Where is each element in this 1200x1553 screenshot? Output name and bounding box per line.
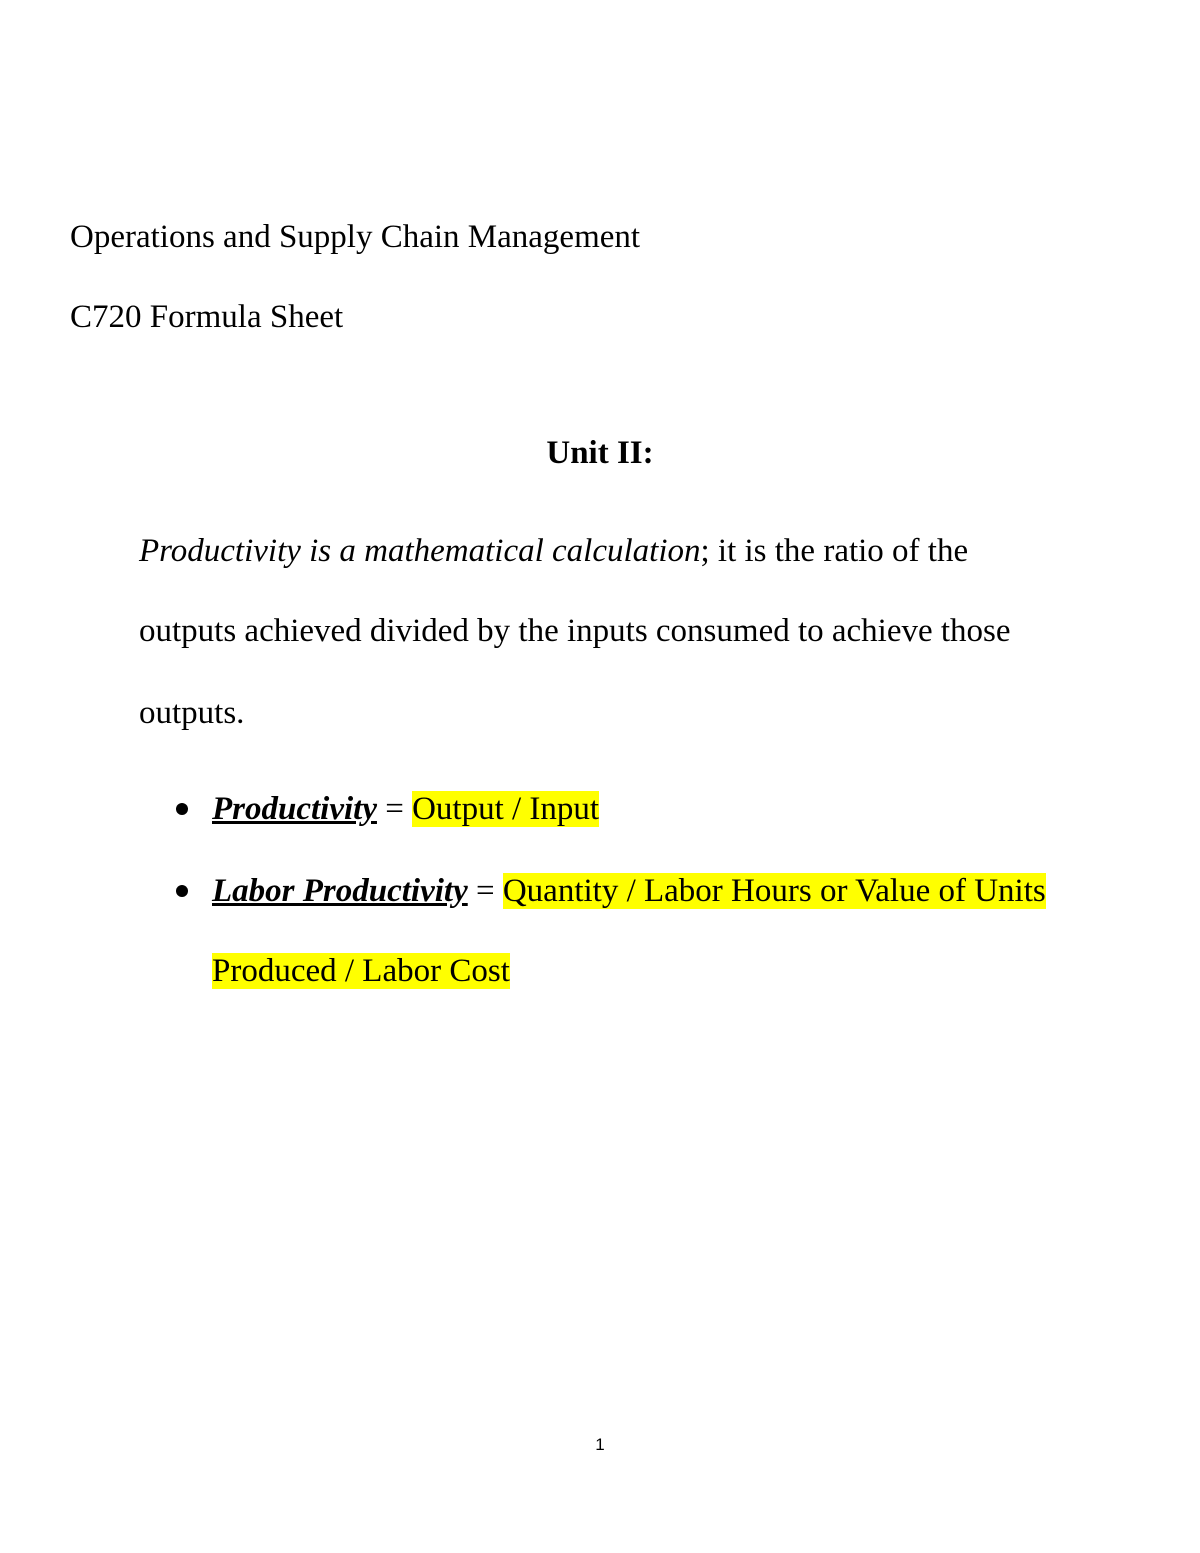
- formula-term: Productivity: [212, 791, 377, 827]
- definition-line-1: [139, 531, 968, 571]
- page-number: 1: [595, 1435, 605, 1454]
- formula-expression-continued: Produced / Labor Cost: [212, 953, 510, 989]
- definition-italic-term: Productivity is a mathematical calculation: [139, 533, 701, 569]
- bullet-icon: [176, 885, 188, 897]
- formula-expression: Output / Input: [412, 791, 600, 827]
- unit-heading: Unit II:: [546, 435, 654, 471]
- formula-labor-productivity-continued: [212, 951, 510, 991]
- formula-expression: Quantity / Labor Hours or Value of Units: [502, 873, 1046, 909]
- definition-line-3: outputs.: [139, 695, 245, 731]
- formula-labor-productivity: [212, 871, 1046, 911]
- definition-line-2: outputs achieved divided by the inputs consumed to achieve those: [139, 613, 1011, 649]
- formula-equals: =: [467, 873, 503, 909]
- bullet-icon: [176, 803, 188, 815]
- course-title: Operations and Supply Chain Management: [70, 219, 641, 255]
- sheet-title: C720 Formula Sheet: [70, 299, 344, 335]
- formula-productivity: [212, 789, 599, 829]
- formula-term: Labor Productivity: [212, 873, 468, 909]
- formula-equals: =: [376, 791, 413, 827]
- definition-line-1-rest: ; it is the ratio of the: [700, 533, 969, 569]
